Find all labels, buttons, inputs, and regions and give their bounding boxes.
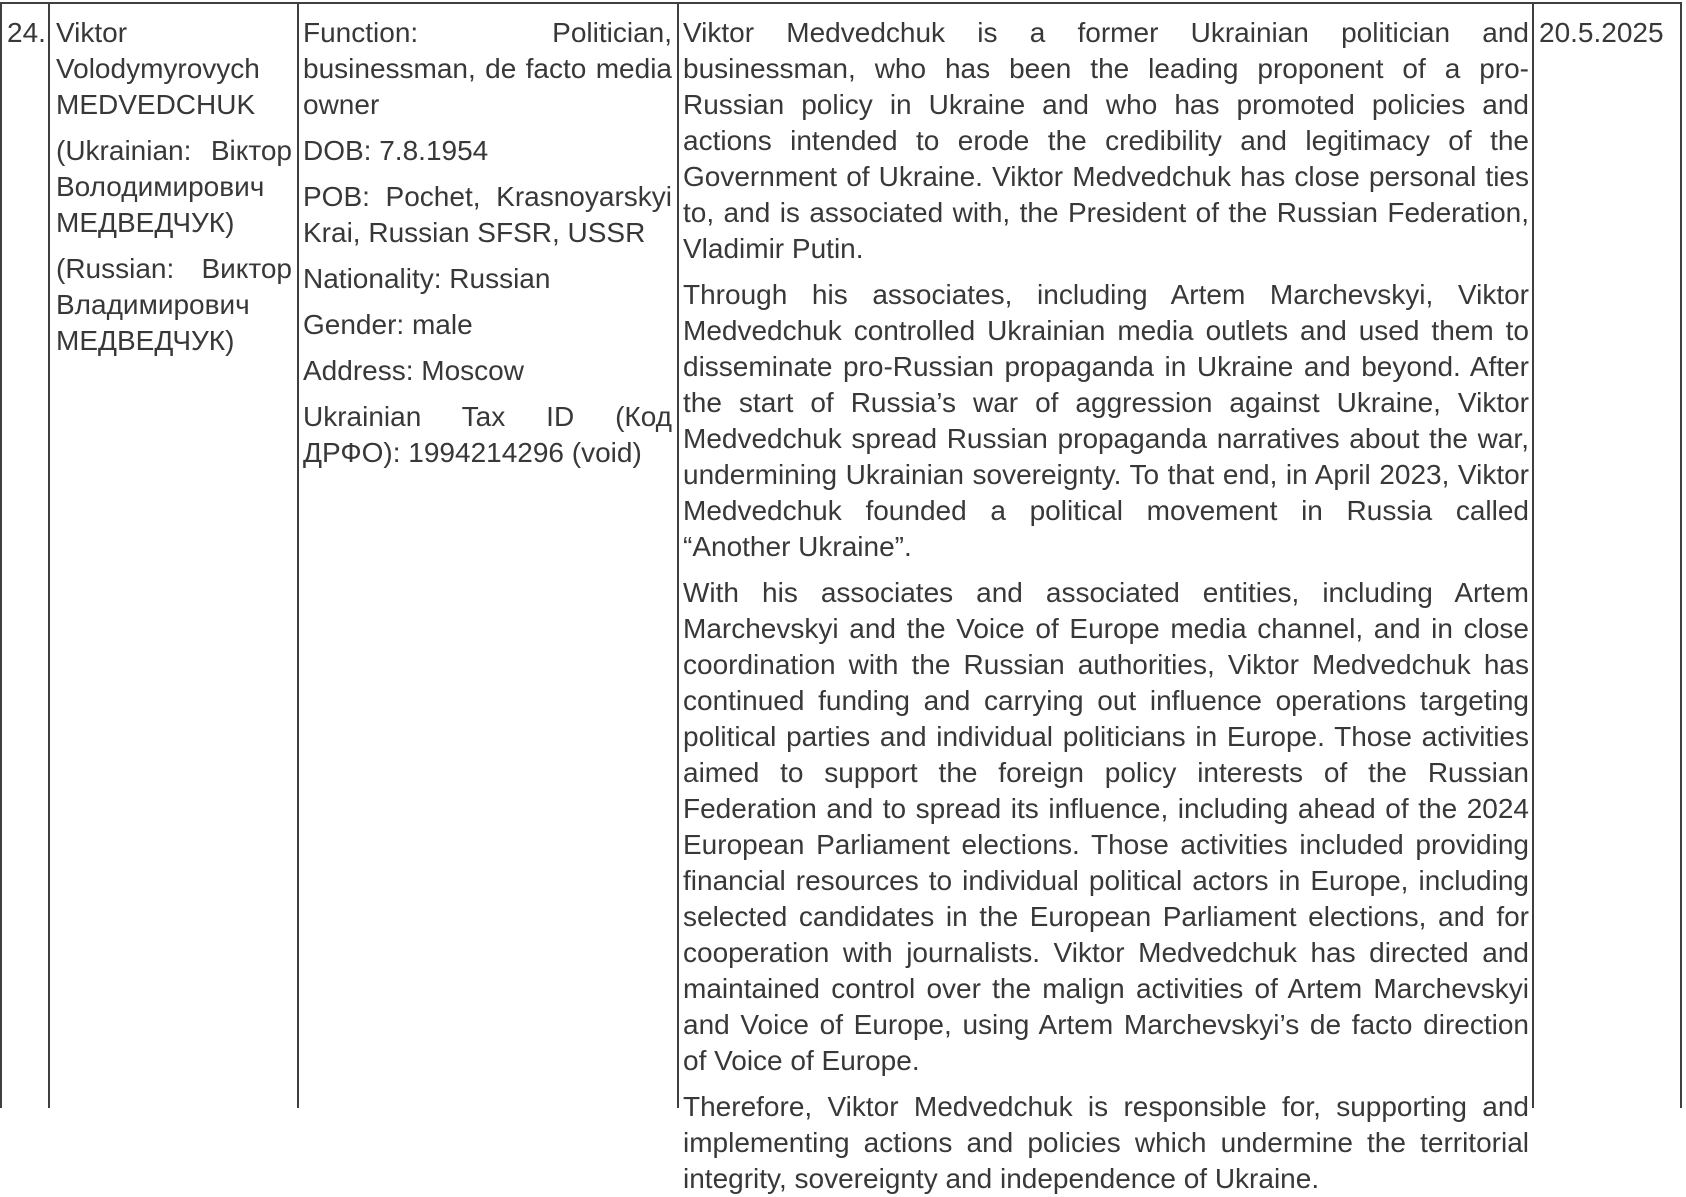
paragraph: Gender: male xyxy=(303,309,473,340)
paragraph: Ukrainian Tax ID (Код ДРФО): 1994214296 (void) xyxy=(303,401,672,468)
row-number: 24. xyxy=(7,17,46,48)
paragraph: Through his associates, including Artem Marchevskyi, Viktor Medvedchuk controlled Ukrainian media outlets and used them to disseminate pro-Russian propaganda in Ukraine and beyond. After the start of Russia’s war of aggression against Ukraine, Viktor Medvedchuk spread Russian propaganda narratives about the war, undermining Ukrainian sovereignty. To that end, in April 2023, Viktor Medvedchuk founded a political movement in Russia called “Another Ukraine”. xyxy=(683,279,1529,562)
paragraph: (Russian: Виктор Владимирович МЕДВЕДЧУК) xyxy=(56,253,292,356)
date-of-listing-cell xyxy=(1532,4,1682,1108)
name-cell xyxy=(48,4,297,1108)
row-number-cell xyxy=(0,4,48,1108)
paragraph: Nationality: Russian xyxy=(303,263,551,294)
paragraph: DOB: 7.8.1954 xyxy=(303,135,489,166)
paragraph: Therefore, Viktor Medvedchuk is responsible for, supporting and implementing actions and policies which undermine the territorial integrity, sovereignty and independence of Ukraine. xyxy=(683,1091,1529,1194)
paragraph: With his associates and associated entities, including Artem Marchevskyi and the Voice of Europe media channel, and in close coordination with the Russian authorities, Viktor Medvedchuk has continued funding and carrying out influence operations targeting political parties and individual politicians in Europe. Those activities aimed to support the foreign policy interests of the Russian Federation and to spread its influence, including ahead of the 2024 European Parliament elections. Those activities included providing financial resources to individual political actors in Europe, including selected candidates in the European Parliament elections, and for cooperation with journalists. Viktor Medvedchuk has directed and maintained control over the malign activities of Artem Marchevskyi and Voice of Europe, using Artem Marchevskyi’s de facto direction of Voice of Europe. xyxy=(683,577,1529,1076)
paragraph: (Ukrainian: Віктор Володимирович МЕДВЕДЧУК) xyxy=(56,135,292,238)
paragraph: Viktor Medvedchuk is a former Ukrainian politician and businessman, who has been the leading proponent of a pro-Russian policy in Ukraine and who has promoted policies and actions intended to erode the credibility and legitimacy of the Government of Ukraine. Viktor Medvedchuk has close personal ties to, and is associated with, the President of the Russian Federation, Vladimir Putin. xyxy=(683,17,1529,264)
paragraph: Viktor Volodymyrovych MEDVEDCHUK xyxy=(56,17,260,120)
reasons-cell xyxy=(677,4,1532,1194)
identifying-info-cell xyxy=(297,4,677,1108)
paragraph: Function: Politician, businessman, de facto media owner xyxy=(303,17,672,120)
paragraph: POB: Pochet, Krasnoyarskyi Krai, Russian SFSR, USSR xyxy=(303,181,672,248)
paragraph: Address: Moscow xyxy=(303,355,524,386)
table-row xyxy=(0,2,1682,1194)
date-of-listing: 20.5.2025 xyxy=(1539,17,1664,48)
